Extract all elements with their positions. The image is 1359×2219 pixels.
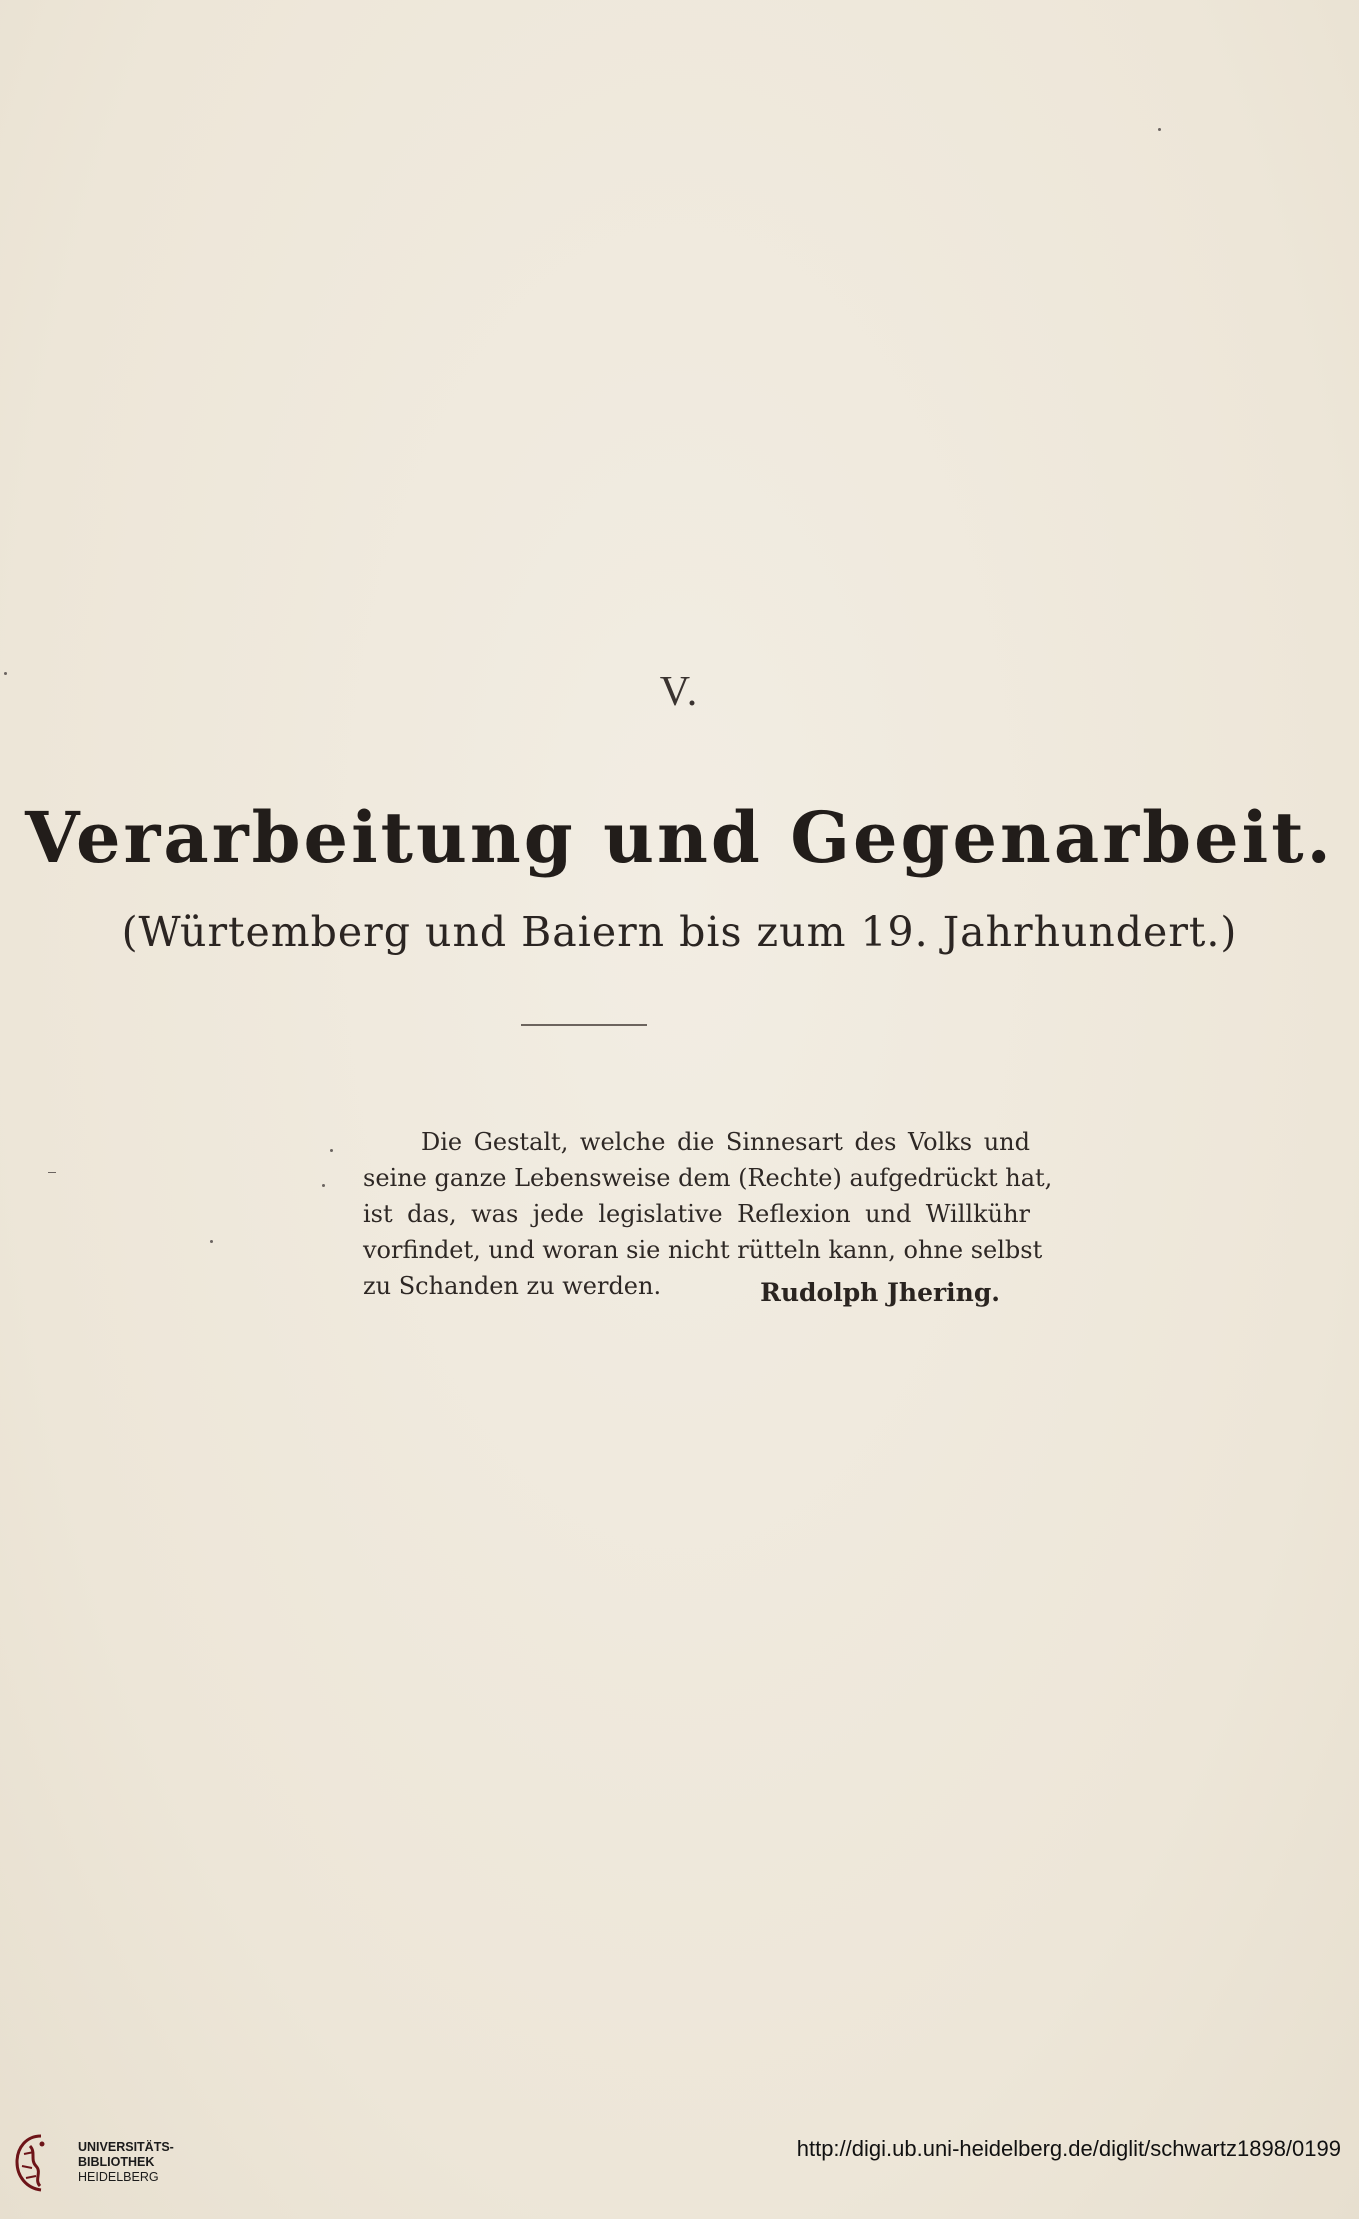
- epigraph-line: vorfindet, und woran sie nicht rütteln kann, ohne selbst: [363, 1236, 1043, 1264]
- paper-speck: [210, 1240, 213, 1243]
- library-seal-icon: [12, 2132, 70, 2194]
- paper-speck: [330, 1149, 333, 1152]
- epigraph-line: ist das, was jede legislative Reflexion und Willkühr: [363, 1200, 1030, 1228]
- digitization-footer: [0, 2120, 1359, 2219]
- paper-speck: [48, 1172, 56, 1173]
- library-name: [78, 2140, 174, 2185]
- chapter-title: Verarbeitung und Gegenarbeit.: [25, 796, 1334, 879]
- section-divider: [521, 1024, 647, 1026]
- epigraph-author: Rudolph Jhering.: [760, 1278, 1000, 1307]
- library-name-line: HEIDELBERG: [78, 2170, 159, 2184]
- library-logo: [12, 2128, 177, 2200]
- chapter-subtitle: (Würtemberg und Baiern bis zum 19. Jahrhundert.): [121, 908, 1238, 956]
- epigraph-line: zu Schanden zu werden.: [363, 1272, 662, 1300]
- library-name-line: UNIVERSITÄTS-: [78, 2140, 174, 2154]
- library-name-line: BIBLIOTHEK: [78, 2155, 155, 2169]
- epigraph-line: seine ganze Lebensweise dem (Rechte) aufgedrückt hat,: [363, 1164, 1053, 1192]
- paper-speck: [322, 1184, 325, 1187]
- epigraph: [363, 1124, 1053, 1304]
- source-url-link[interactable]: http://digi.ub.uni-heidelberg.de/diglit/schwartz1898/0199: [796, 2136, 1341, 2161]
- paper-speck: [1158, 128, 1161, 131]
- chapter-numeral: V.: [659, 669, 700, 715]
- epigraph-line: Die Gestalt, welche die Sinnesart des Volks und: [421, 1128, 1030, 1156]
